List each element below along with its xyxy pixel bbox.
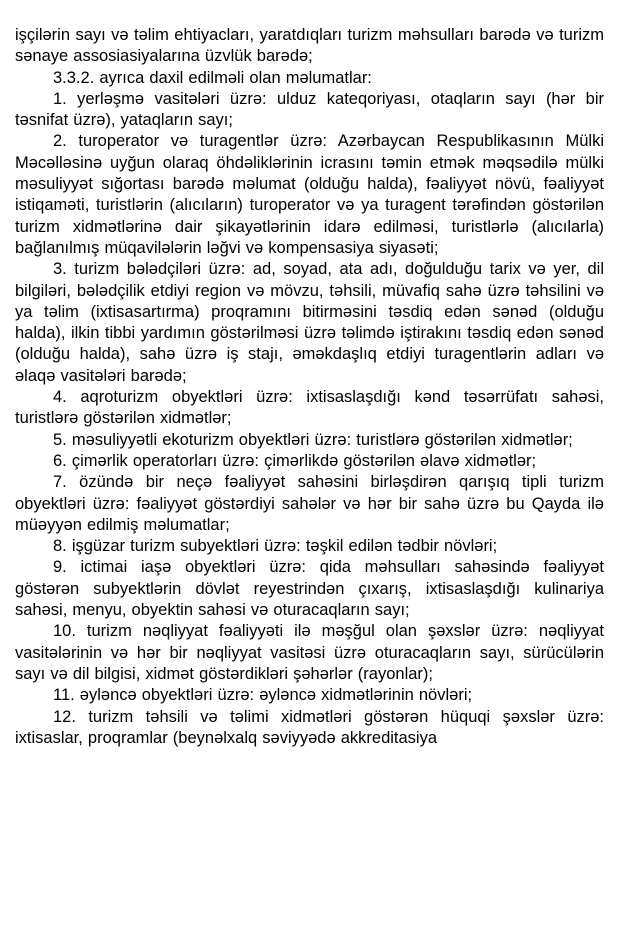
list-item-4: 4. aqroturizm obyektləri üzrə: ixtisaslaşdığı kənd təsərrüfatı sahəsi, turistlərə göstərilən xidmətlər; <box>15 388 604 428</box>
list-item-3: 3. turizm bələdçiləri üzrə: ad, soyad, ata adı, doğulduğu tarix və yer, dil bilgiləri, bələdçilik etdiyi region və mövzu, təhsili, müvafiq sahə üzrə təhsilini və ya təlim (ixtisasartırma) proqramını bitirməsini təsdiq edən sənəd (olduğu halda), ilkin tibbi yardımın göstərilməsi üzrə təlimdə iştirakını təsdiq edən sənəd (olduğu halda), sahə üzrə iş stajı, əməkdaşlıq etdiyi turagentlərin adları və əlaqə vasitələri barədə; <box>15 260 604 385</box>
list-item-12: 12. turizm təhsili və təlimi xidmətləri göstərən hüquqi şəxslər üzrə: ixtisaslar, proqramlar (beynəlxalq səviyyədə akkreditasiya <box>15 707 604 747</box>
list-item-8: 8. işgüzar turizm subyektləri üzrə: təşkil edilən tədbir növləri; <box>53 537 498 556</box>
paragraph-3-3-2: 3.3.2. ayrıca daxil edilməli olan məlumatlar: <box>53 68 372 87</box>
list-item-5: 5. məsuliyyətli ekoturizm obyektləri üzrə: turistlərə göstərilən xidmətlər; <box>53 430 573 449</box>
list-item-11: 11. əyləncə obyektləri üzrə: əyləncə xidmətlərinin növləri; <box>53 686 473 705</box>
document-body <box>15 25 604 749</box>
paragraph-continuation: işçilərin sayı və təlim ehtiyacları, yaratdıqları turizm məhsulları barədə və turizm sənaye assosiasiyalarına üzvlük barədə; <box>15 26 604 66</box>
list-item-9: 9. ictimai iaşə obyektləri üzrə: qida məhsulları sahəsində fəaliyyət göstərən subyektlərin dövlət reyestrindən çıxarış, ixtisaslaşdığı kulinariya sahəsi, menyu, obyektin sahəsi və oturacaqların sayı; <box>15 558 604 620</box>
list-item-2: 2. turoperator və turagentlər üzrə: Azərbaycan Respublikasının Mülki Məcəlləsinə uyğun olaraq öhdəliklərinin icrasını təmin etmək məqsədilə mülki məsuliyyət sığortası barədə məlumat (olduğu halda), fəaliyyət növü, fəaliyyət istiqaməti, turistlərin (alıcıların) turoperator və ya turagent tərəfindən göstərilən turizm xidmətlərinə dair şikayətlərinin idarə edilməsi, turistlərlə (alıcılarla) bağlanılmış müqavilələrin ləğvi və kompensasiya siyasəti; <box>15 132 604 257</box>
list-item-7: 7. özündə bir neçə fəaliyyət sahəsini birləşdirən qarışıq tipli turizm obyektləri üzrə: fəaliyyət göstərdiyi sahələr və hər bir sahə üzrə bu Qayda ilə müəyyən edilmiş məlumatlar; <box>15 473 604 534</box>
list-item-1: 1. yerləşmə vasitələri üzrə: ulduz kateqoriyası, otaqların sayı (hər bir təsnifat üzrə), yataqların sayı; <box>15 89 604 130</box>
list-item-6: 6. çimərlik operatorları üzrə: çimərlikdə göstərilən əlavə xidmətlər; <box>53 451 537 470</box>
list-item-10: 10. turizm nəqliyyat fəaliyyəti ilə məşğul olan şəxslər üzrə: nəqliyyat vasitələrinin və hər bir nəqliyyat vasitəsi üzrə oturacaqların sayı, sürücülərin sayı və dil bilgisi, xidmət göstərdikləri şəhərlər (rayonlar); <box>15 622 604 683</box>
